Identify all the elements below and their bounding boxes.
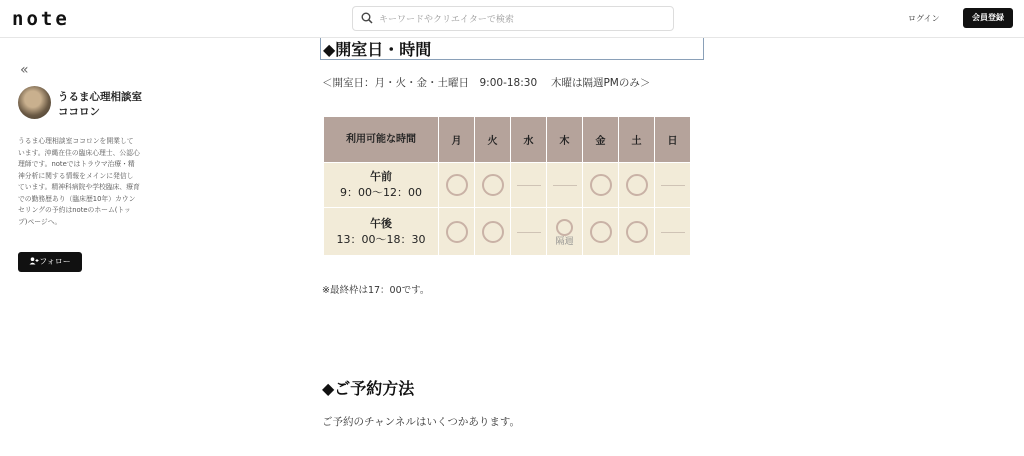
header-day: 日 bbox=[655, 117, 691, 163]
available-circle-icon bbox=[626, 174, 648, 196]
unavailable-dash-icon bbox=[517, 185, 541, 186]
header-day: 月 bbox=[439, 117, 475, 163]
schedule-cell bbox=[619, 163, 655, 208]
search-icon bbox=[361, 12, 373, 24]
available-circle-icon bbox=[626, 221, 648, 243]
available-circle-icon bbox=[590, 221, 612, 243]
creator-name-line2: ココロン bbox=[58, 106, 100, 118]
schedule-row bbox=[324, 208, 691, 256]
schedule-cell bbox=[511, 163, 547, 208]
heading-open-days: ◆開室日・時間 bbox=[323, 40, 432, 59]
top-header bbox=[0, 0, 1024, 38]
add-user-icon bbox=[29, 257, 39, 265]
available-circle-icon bbox=[446, 174, 468, 196]
schedule-table bbox=[323, 116, 691, 256]
search-input[interactable] bbox=[377, 9, 671, 30]
opening-hours-text: ＜開室日：月・火・金・土曜日 9:00-18:30 木曜は隔週PMのみ＞ bbox=[322, 77, 651, 89]
schedule-cell bbox=[475, 208, 511, 256]
avatar[interactable] bbox=[18, 86, 51, 119]
time-slot-label: 午前 bbox=[370, 170, 392, 183]
available-circle-icon bbox=[556, 219, 573, 236]
time-slot-label: 午後 bbox=[370, 216, 392, 230]
header-day: 水 bbox=[511, 117, 547, 163]
schedule-cell bbox=[547, 163, 583, 208]
unavailable-dash-icon bbox=[517, 232, 541, 233]
heading-box bbox=[320, 38, 704, 60]
login-link[interactable]: ログイン bbox=[908, 14, 940, 23]
available-circle-icon bbox=[482, 174, 504, 196]
time-slot-cell bbox=[324, 163, 439, 208]
follow-button[interactable] bbox=[18, 252, 82, 272]
last-slot-note: ※最終枠は17：00です。 bbox=[322, 285, 430, 296]
header-day: 土 bbox=[619, 117, 655, 163]
unavailable-dash-icon bbox=[661, 232, 685, 233]
time-slot-range: 13：00〜18：30 bbox=[336, 232, 426, 246]
schedule-cell bbox=[439, 163, 475, 208]
creator-name[interactable] bbox=[58, 90, 142, 120]
unavailable-dash-icon bbox=[661, 185, 685, 186]
note-logo[interactable]: note bbox=[12, 8, 70, 30]
header-day: 金 bbox=[583, 117, 619, 163]
creator-bio: うるま心理相談室ココロンを開業しています。沖縄在住の臨床心理士、公認心理師です。noteではトラウマ治療・精神分析に関する情報をメインに発信しています。精神科病院や学校臨床、療育での勤務歴あり（臨床歴10年）カウンセリングの予約はnoteのホーム(トップ)ページへ。 bbox=[18, 137, 140, 226]
signup-button[interactable]: 会員登録 bbox=[963, 8, 1013, 28]
schedule-header-row bbox=[324, 117, 691, 163]
available-circle-icon bbox=[590, 174, 612, 196]
schedule-row bbox=[324, 163, 691, 208]
header-day: 木 bbox=[547, 117, 583, 163]
schedule-cell bbox=[655, 208, 691, 256]
search-box[interactable] bbox=[352, 6, 674, 31]
schedule-cell bbox=[547, 208, 583, 256]
reservation-channels-text: ご予約のチャンネルはいくつかあります。 bbox=[322, 416, 521, 428]
available-circle-icon bbox=[446, 221, 468, 243]
header-time: 利用可能な時間 bbox=[324, 117, 439, 163]
creator-name-line1: うるま心理相談室 bbox=[58, 91, 142, 103]
heading-reservation: ◆ご予約方法 bbox=[322, 379, 415, 398]
schedule-cell bbox=[619, 208, 655, 256]
schedule-cell bbox=[439, 208, 475, 256]
collapse-chevron-icon[interactable]: « bbox=[20, 62, 29, 78]
schedule-cell bbox=[475, 163, 511, 208]
alternate-week-label: 隔週 bbox=[555, 237, 574, 247]
schedule-cell bbox=[583, 208, 619, 256]
schedule-cell bbox=[583, 163, 619, 208]
time-slot-cell bbox=[324, 208, 439, 256]
header-day: 火 bbox=[475, 117, 511, 163]
follow-label: フォロー bbox=[39, 257, 71, 266]
available-circle-icon bbox=[482, 221, 504, 243]
unavailable-dash-icon bbox=[553, 185, 577, 186]
schedule-cell bbox=[511, 208, 547, 256]
schedule-cell bbox=[655, 163, 691, 208]
time-slot-range: 9：00〜12：00 bbox=[340, 186, 422, 199]
